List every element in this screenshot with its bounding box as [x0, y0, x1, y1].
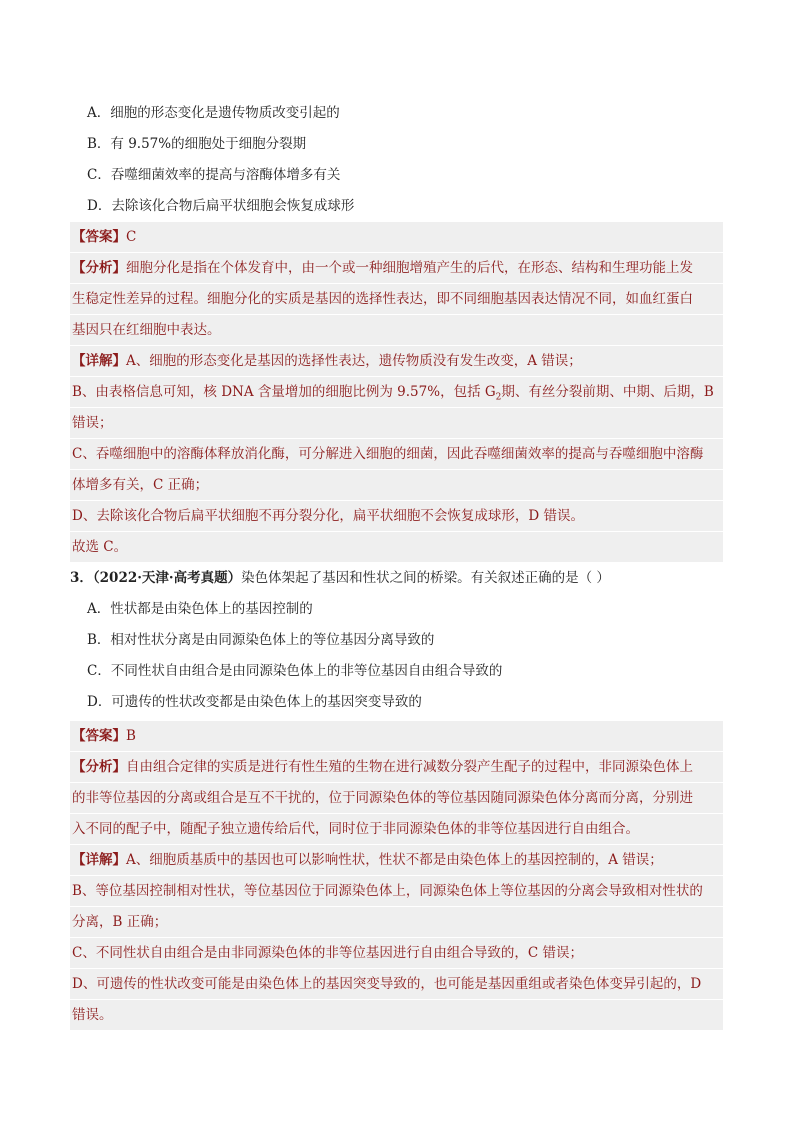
q3-answer — [70, 721, 723, 751]
q3-option-c: C．不同性状自由组合是由同源染色体上的非等位基因自由组合导致的 — [87, 663, 503, 679]
q3-detail-line-2: B、等位基因控制相对性状，等位基因位于同源染色体上，同源染色体上等位基因的分离会导致相对性状的 — [70, 876, 723, 906]
q2-answer — [70, 222, 723, 252]
q2-detail-line-1 — [70, 346, 723, 376]
q3-analysis-line-2: 的非等位基因的分离或组合是互不干扰的，位于同源染色体的等位基因随同源染色体分离而分离，分别进 — [70, 783, 723, 813]
q2-detail-line-4: C、吞噬细胞中的溶酶体释放消化酶，可分解进入细胞的细菌，因此吞噬细菌效率的提高与吞噬细胞中溶酶 — [70, 439, 723, 469]
analysis-tag: 【分析】 — [72, 260, 126, 276]
detail-tag: 【详解】 — [72, 852, 126, 868]
detail-text: B、由表格信息可知，核 DNA 含量增加的细胞比例为 9.57%，包括 G — [72, 384, 496, 400]
subscript: 2 — [495, 392, 502, 403]
answer-tag: 【答案】 — [72, 229, 126, 245]
q3-detail-line-5: D、可遗传的性状改变可能是由染色体上的基因突变导致的，也可能是基因重组或者染色体变异引起的，D — [70, 969, 723, 999]
q2-detail-line-2 — [70, 377, 723, 407]
analysis-tag: 【分析】 — [72, 759, 126, 775]
q3-stem — [70, 563, 723, 593]
q3-detail-line-1 — [70, 845, 723, 875]
q2-option-d: D．去除该化合物后扁平状细胞会恢复成球形 — [87, 198, 355, 214]
q2-option-a: A．细胞的形态变化是遗传物质改变引起的 — [87, 105, 340, 121]
q2-analysis-line-2: 生稳定性差异的过程。细胞分化的实质是基因的选择性表达，即不同细胞基因表达情况不同，如血红蛋白 — [70, 284, 723, 314]
q3-analysis-line-1 — [70, 752, 723, 782]
q3-detail-line-6: 错误。 — [70, 1000, 723, 1030]
q2-analysis-line-1 — [70, 253, 723, 283]
detail-text: A、细胞质基质中的基因也可以影响性状，性状不都是由染色体上的基因控制的，A 错误； — [126, 852, 663, 868]
q3-option-d: D．可遗传的性状改变都是由染色体上的基因突变导致的 — [87, 694, 422, 710]
q3-detail-line-3: 分离，B 正确； — [70, 907, 723, 937]
q2-conclusion: 故选 C。 — [70, 532, 723, 562]
answer-value: B — [126, 728, 136, 744]
q2-detail-line-5: 体增多有关，C 正确； — [70, 470, 723, 500]
question-number: 3． — [70, 570, 93, 586]
q2-option-b: B．有 9.57%的细胞处于细胞分裂期 — [87, 136, 307, 152]
analysis-text: 自由组合定律的实质是进行有性生殖的生物在进行减数分裂产生配子的过程中，非同源染色体上 — [126, 759, 693, 775]
answer-tag: 【答案】 — [72, 728, 126, 744]
q2-detail-line-3: 错误； — [70, 408, 723, 438]
q3-detail-line-4: C、不同性状自由组合是由非同源染色体的非等位基因进行自由组合导致的，C 错误； — [70, 938, 723, 968]
detail-text: A、细胞的形态变化是基因的选择性表达，遗传物质没有发生改变，A 错误； — [126, 353, 582, 369]
q3-option-b: B．相对性状分离是由同源染色体上的等位基因分离导致的 — [87, 632, 435, 648]
answer-value: C — [126, 229, 137, 245]
q3-analysis-line-3: 入不同的配子中，随配子独立遗传给后代，同时位于非同源染色体的非等位基因进行自由组合。 — [70, 814, 723, 844]
question-source: （2022·天津·高考真题） — [92, 570, 242, 586]
q2-analysis-line-3: 基因只在红细胞中表达。 — [70, 315, 723, 345]
analysis-text: 细胞分化是指在个体发育中，由一个或一种细胞增殖产生的后代，在形态、结构和生理功能上发 — [126, 260, 693, 276]
question-text: 染色体架起了基因和性状之间的桥梁。有关叙述正确的是（ ） — [241, 570, 610, 586]
q2-detail-line-6: D、去除该化合物后扁平状细胞不再分裂分化，扁平状细胞不会恢复成球形，D 错误。 — [70, 501, 723, 531]
detail-text: 期、有丝分裂前期、中期、后期，B — [501, 384, 714, 400]
q2-option-c: C．吞噬细菌效率的提高与溶酶体增多有关 — [87, 167, 341, 183]
q3-option-a: A．性状都是由染色体上的基因控制的 — [87, 601, 313, 617]
detail-tag: 【详解】 — [72, 353, 126, 369]
